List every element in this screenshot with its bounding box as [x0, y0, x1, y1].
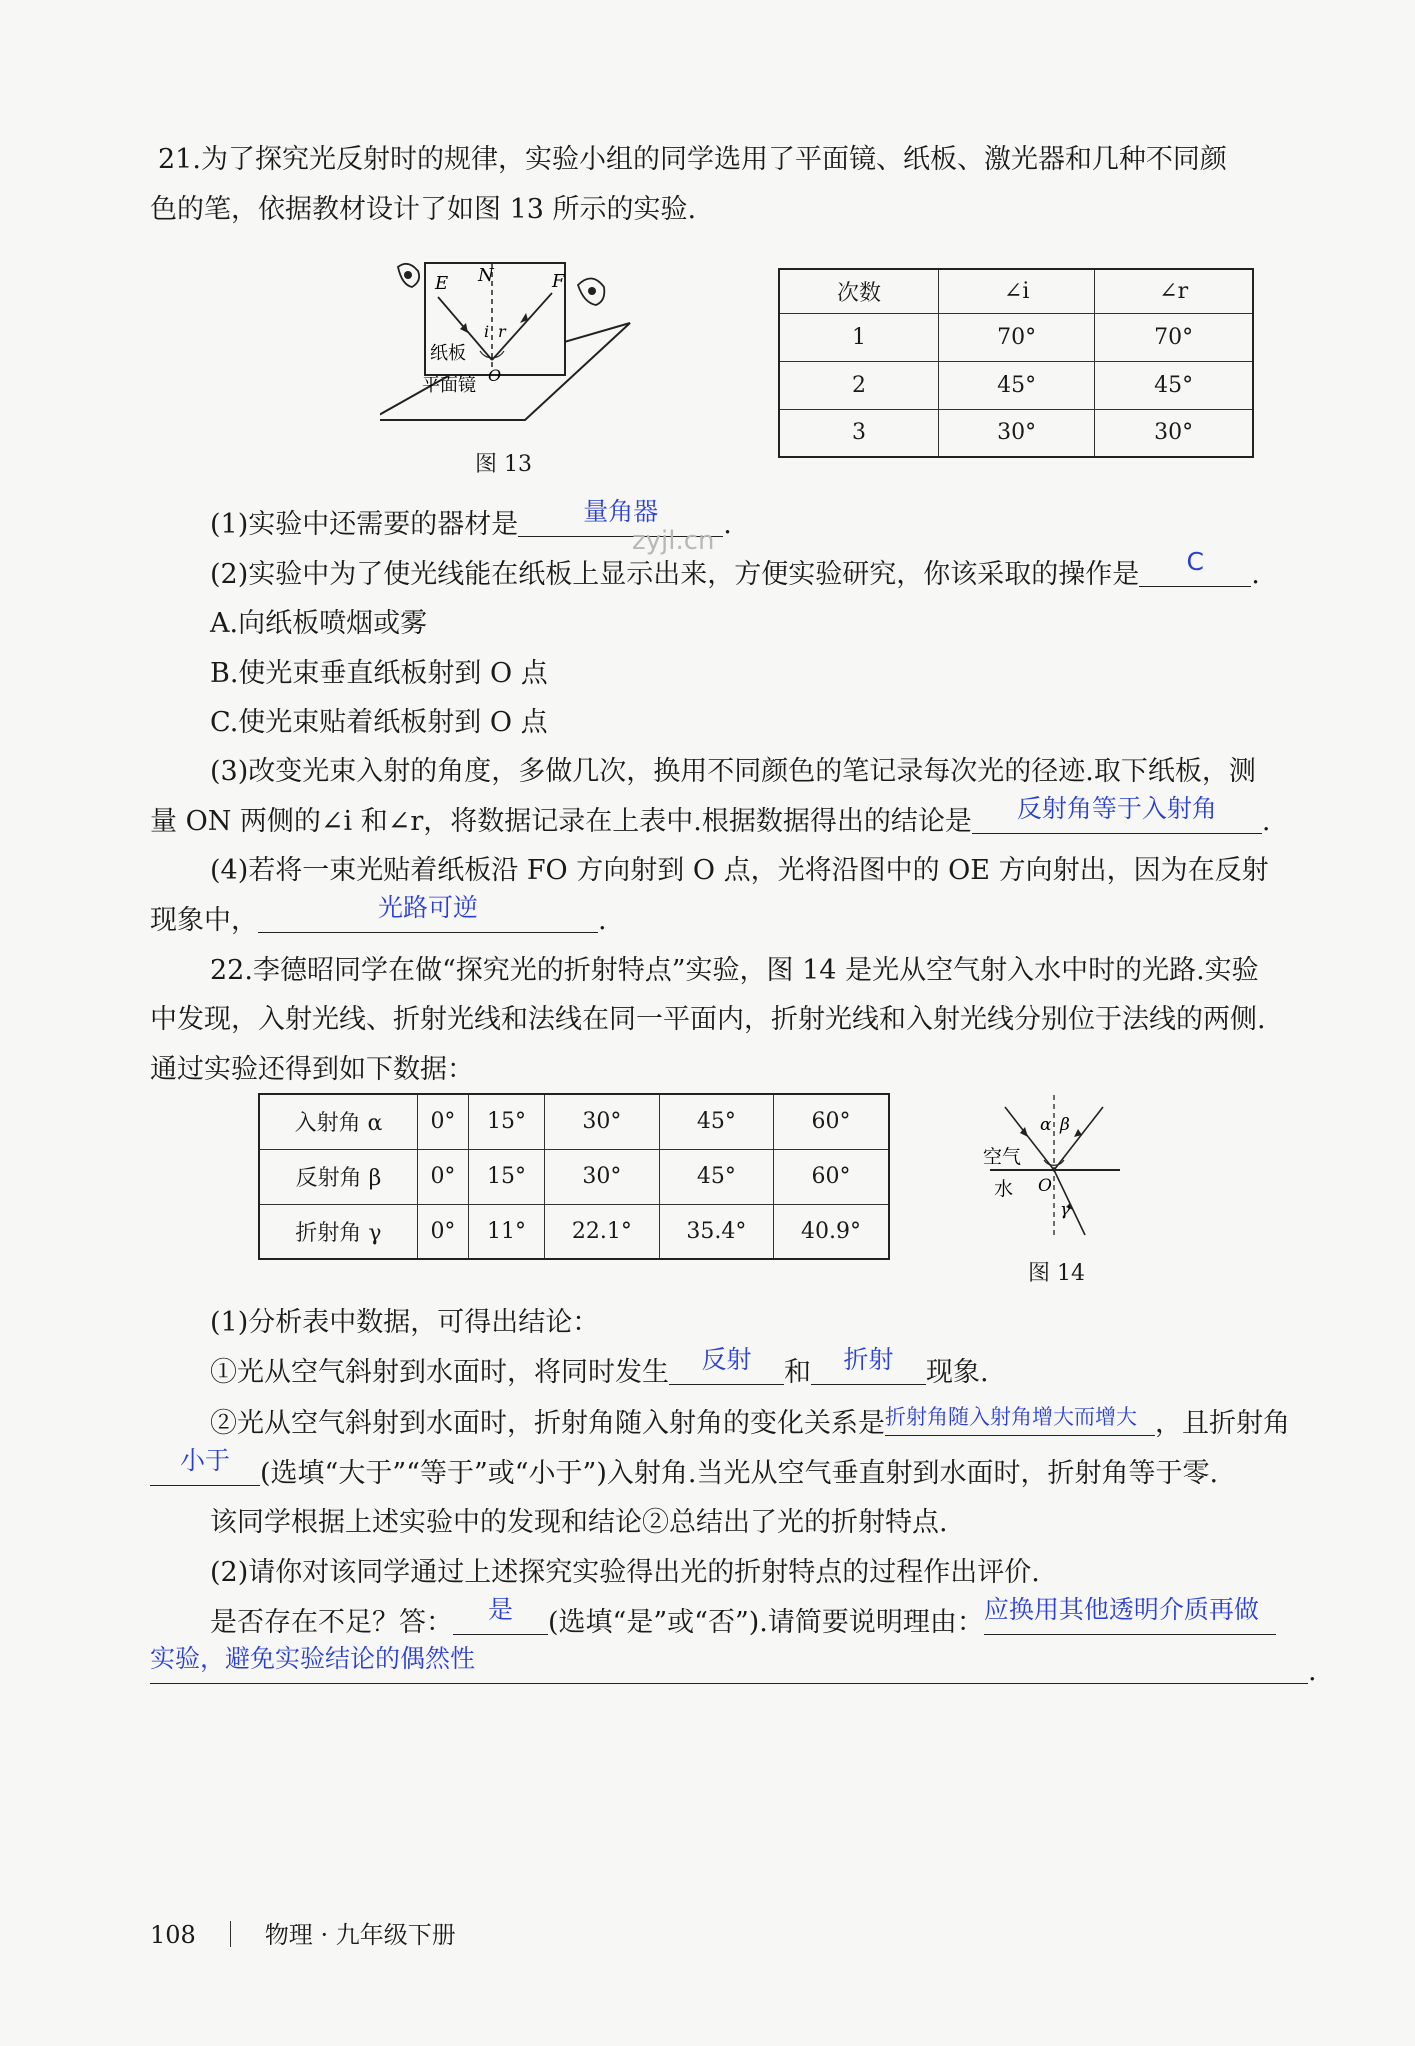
label-E: E: [435, 273, 449, 294]
q22-intro-line1: 22.李德昭同学在做“探究光的折射特点”实验，图 14 是光从空气射入水中时的光路.实验: [210, 955, 1259, 986]
q22-part1-title: (1)分析表中数据，可得出结论：: [210, 1307, 600, 1338]
q22-c1-suffix: 现象.: [926, 1357, 989, 1388]
q22-c2-answer: 折射角随入射角增大而增大: [885, 1405, 1137, 1429]
q21-intro-line2: 色的笔，依据教材设计了如图 13 所示的实验.: [150, 194, 697, 225]
q22-c2-line2: (选填“大于”“等于”或“小于”)入射角.当光从空气垂直射到水面时，折射角等于零.: [260, 1458, 1219, 1489]
table-row: [259, 1094, 889, 1149]
table-cell: 30°: [545, 1094, 659, 1149]
q21-option-a: A.向纸板喷烟或雾: [210, 608, 428, 639]
q21-part2-blank: [1139, 547, 1251, 587]
label-O: O: [488, 366, 502, 385]
table-row: [259, 1149, 889, 1204]
q21-intro-line1: 21.为了探究光反射时的规律，实验小组的同学选用了平面镜、纸板、激光器和几种不同颜: [158, 144, 1227, 175]
q22-intro-line2: 中发现，入射光线、折射光线和法线在同一平面内，折射光线和入射光线分别位于法线的两侧.: [150, 1004, 1266, 1035]
q22-c1-prefix: ①光从空气斜射到水面时，将同时发生: [210, 1357, 669, 1388]
q22-c2-answer2: 小于: [179, 1446, 230, 1475]
table-cell: 30°: [1095, 409, 1253, 457]
page-footer: [150, 1915, 456, 1950]
table-cell: 45°: [659, 1094, 773, 1149]
table-cell: 0°: [418, 1204, 469, 1259]
table-cell: 反射角 β: [259, 1149, 418, 1204]
left-hand-icon: [398, 264, 419, 287]
table-row: [779, 361, 1253, 409]
label-air: 空气: [983, 1146, 1022, 1168]
table-cell: 折射角 γ: [259, 1204, 418, 1259]
table-cell: 11°: [468, 1204, 544, 1259]
table-cell: 30°: [545, 1149, 659, 1204]
footer-divider: [230, 1921, 231, 1947]
q21-part1-text: (1)实验中还需要的器材是: [210, 509, 519, 540]
q22-p2-blank: [453, 1595, 548, 1635]
q22-c2-blank2: [150, 1446, 260, 1486]
table-row: [259, 1204, 889, 1259]
label-r: r: [498, 322, 506, 341]
q21-part3-line2: 量 ON 两侧的∠i 和∠r，将数据记录在上表中.根据数据得出的结论是 反射角等于入射角 .: [150, 802, 1270, 842]
table-cell: 1: [779, 313, 939, 361]
table-cell: 15°: [468, 1149, 544, 1204]
q21-part3-blank: [972, 794, 1262, 834]
q22-c1-answer2: 折射: [843, 1345, 894, 1374]
q21-option-b: B.使光束垂直纸板射到 O 点: [210, 658, 548, 689]
q21-part4-prefix: 现象中，: [150, 905, 258, 936]
label-board: 纸板: [430, 343, 466, 364]
figure-14-diagram: [960, 1095, 1140, 1245]
q22-p2-end: .: [1308, 1656, 1317, 1687]
q21-part2: (2)实验中为了使光线能在纸板上显示出来，方便实验研究，你该采取的操作是 C .: [210, 555, 1260, 595]
q22-part2-reason-line2: [150, 1644, 1320, 1692]
label-i: i: [484, 322, 490, 341]
book-title: 物理 · 九年级下册: [264, 1921, 456, 1949]
q21-part3-answer: 反射角等于入射角: [1016, 794, 1217, 823]
label-O: O: [1038, 1176, 1052, 1196]
q22-table: [258, 1093, 890, 1260]
figure-13-diagram: [380, 255, 680, 435]
table-cell: 0°: [418, 1094, 469, 1149]
q21-part1: (1)实验中还需要的器材是 量角器 .: [210, 505, 732, 545]
table-cell: 40.9°: [774, 1204, 889, 1259]
q21-part3-line1: (3)改变光束入射的角度，多做几次，换用不同颜色的笔记录每次光的径迹.取下纸板，测: [210, 756, 1256, 787]
q22-c2-suffix: ，且折射角: [1155, 1408, 1290, 1439]
q22-conclusion1: [210, 1345, 989, 1393]
q21-part2-answer: C: [1186, 547, 1204, 576]
table-cell: 45°: [659, 1149, 773, 1204]
label-mirror: 平面镜: [422, 375, 476, 396]
label-F: F: [552, 271, 565, 292]
table-cell: 15°: [468, 1094, 544, 1149]
right-hand-icon: [578, 278, 604, 305]
q21-option-c: C.使光束贴着纸板射到 O 点: [210, 707, 548, 738]
q22-conclusion2-line1: [210, 1404, 1290, 1444]
q22-c1-blank2: [811, 1345, 926, 1385]
table-cell: 22.1°: [545, 1204, 659, 1259]
q22-c2-blank: [885, 1405, 1155, 1436]
q22-part2-question: [210, 1595, 1276, 1643]
label-beta: β: [1060, 1115, 1070, 1135]
table-cell: 70°: [939, 313, 1095, 361]
table-cell: 35.4°: [659, 1204, 773, 1259]
table-cell: 0°: [418, 1149, 469, 1204]
q22-c2-prefix: ②光从空气斜射到水面时，折射角随入射角的变化关系是: [210, 1408, 885, 1439]
q22-p2-mid: (选填“是”或“否”).请简要说明理由：: [548, 1607, 984, 1638]
q21-table: [778, 268, 1254, 458]
figure-14-caption: 图 14: [1028, 1261, 1085, 1286]
label-N: N: [478, 265, 494, 286]
q22-p2-answer: 是: [487, 1595, 513, 1624]
figure-13-caption: 图 13: [475, 452, 532, 477]
table-cell: 60°: [774, 1094, 889, 1149]
q22-p2-reason-blank2: [150, 1644, 1308, 1684]
q22-p2-reason1: 应换用其他透明介质再做: [983, 1595, 1259, 1624]
table-header-angle-r: ∠r: [1095, 269, 1253, 313]
table-cell: 30°: [939, 409, 1095, 457]
q22-c1-answer1: 反射: [701, 1345, 752, 1374]
q22-intro-line3: 通过实验还得到如下数据：: [150, 1054, 474, 1085]
table-cell: 70°: [1095, 313, 1253, 361]
table-cell: 60°: [774, 1149, 889, 1204]
q21-part3-text: 量 ON 两侧的∠i 和∠r，将数据记录在上表中.根据数据得出的结论是: [150, 806, 972, 837]
q21-part4-blank: [258, 893, 598, 933]
q22-c1-mid: 和: [784, 1357, 811, 1388]
q22-conclusion2-line2: [150, 1446, 1219, 1494]
q22-p2-reason-blank: [983, 1595, 1276, 1635]
q22-part2-title: (2)请你对该同学通过上述探究实验得出光的折射特点的过程作出评价.: [210, 1557, 1040, 1588]
q21-part1-answer: 量角器: [583, 497, 659, 526]
watermark: zyjl.cn: [632, 526, 715, 556]
page-number: 108: [150, 1921, 196, 1949]
table-cell: 入射角 α: [259, 1094, 418, 1149]
q22-p2-reason2: 实验，避免实验结论的偶然性: [150, 1644, 476, 1673]
table-cell: 45°: [939, 361, 1095, 409]
q21-part4-line1: (4)若将一束光贴着纸板沿 FO 方向射到 O 点，光将沿图中的 OE 方向射出，因为在反射: [210, 855, 1269, 886]
table-header-count: 次数: [779, 269, 939, 313]
table-header-angle-i: ∠i: [939, 269, 1095, 313]
q21-part4-line2: 现象中， 光路可逆 .: [150, 901, 607, 941]
label-alpha: α: [1040, 1115, 1052, 1135]
table-row: [779, 313, 1253, 361]
q22-summary: 该同学根据上述实验中的发现和结论②总结出了光的折射特点.: [210, 1507, 948, 1538]
q21-part4-answer: 光路可逆: [377, 893, 478, 922]
table-cell: 3: [779, 409, 939, 457]
q22-p2-prefix: 是否存在不足？答：: [210, 1607, 453, 1638]
q22-c1-blank1: [669, 1345, 784, 1385]
label-water: 水: [994, 1178, 1014, 1200]
table-cell: 45°: [1095, 361, 1253, 409]
label-gamma: γ: [1060, 1200, 1071, 1220]
table-row: [779, 409, 1253, 457]
table-cell: 2: [779, 361, 939, 409]
q21-part2-text: (2)实验中为了使光线能在纸板上显示出来，方便实验研究，你该采取的操作是: [210, 559, 1140, 590]
